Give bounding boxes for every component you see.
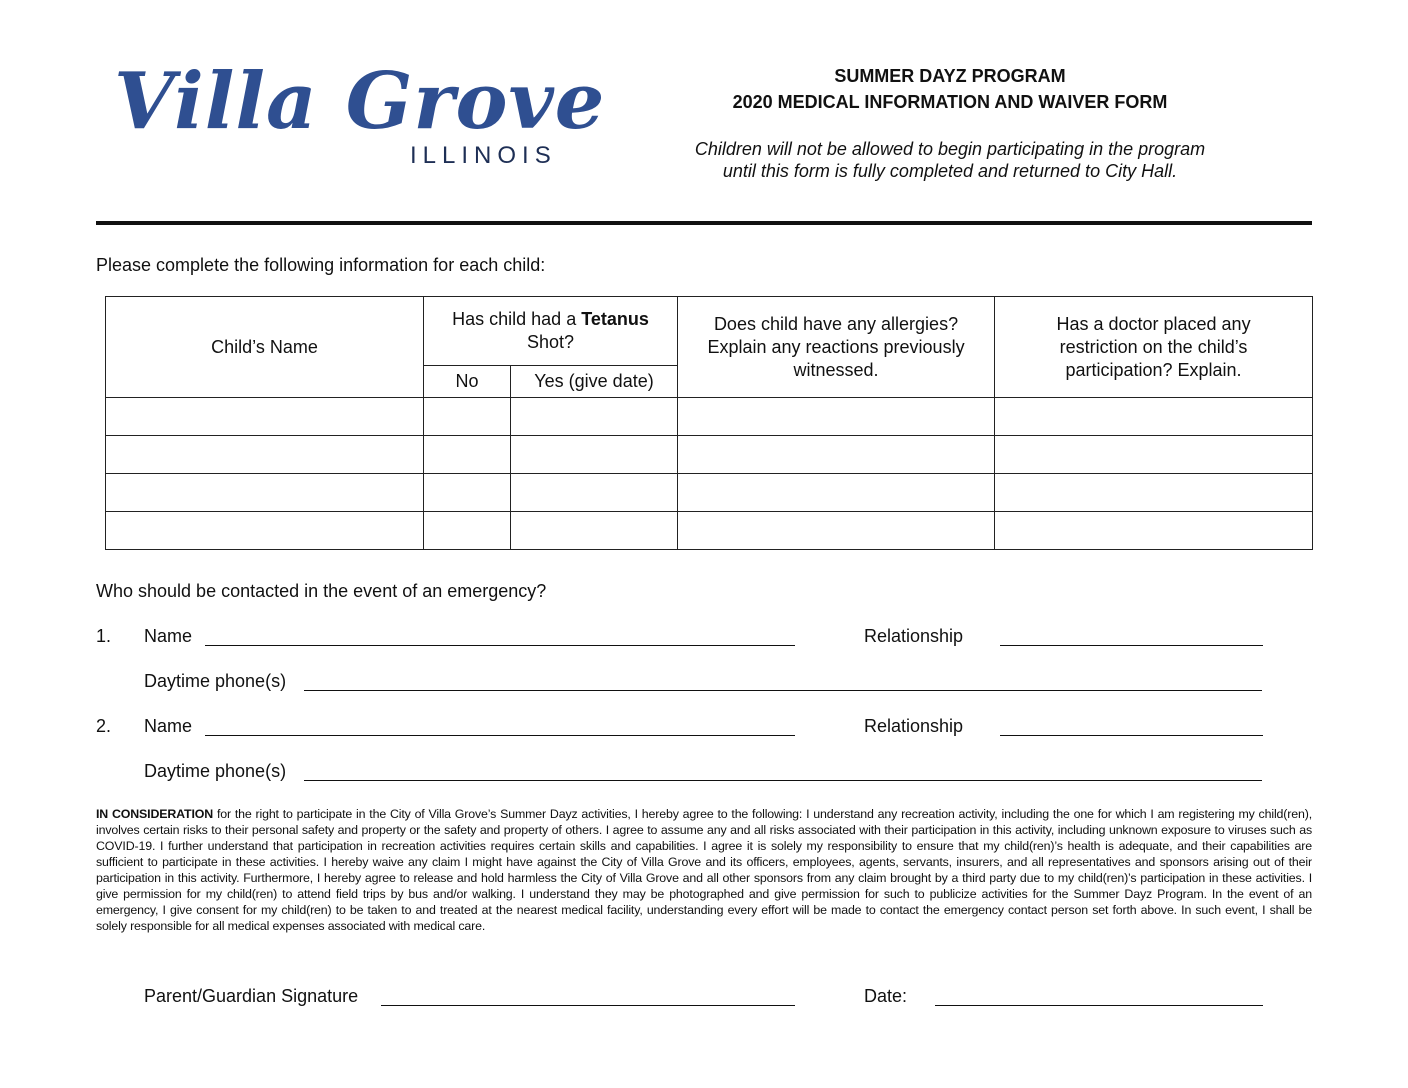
emergency-question: Who should be contacted in the event of an emergency?: [96, 581, 547, 601]
tetanus-yes-cell[interactable]: [511, 398, 678, 436]
contact2-name-label: Name: [144, 716, 193, 736]
signature-field[interactable]: [381, 1005, 795, 1006]
col-header-child-name: Child’s Name: [106, 297, 424, 398]
table-row: [106, 398, 1313, 436]
contact2-phone-label: Daytime phone(s): [144, 761, 287, 781]
table-row: [106, 512, 1313, 550]
waiver-body: for the right to participate in the City of Villa Grove’s Summer Dayz activities, I hereby agree to the following: I understand any recreation activity, including the one for which I am registering my child(ren), involves certain risks to their personal safety and property or the safety and property of others. I agree to assume any and all risks associated with their participation in this activity, including unknown exposure to viruses such as COVID-19. I further understand that participation in recreation activities requires certain skills and capabilities. I agree it is solely my responsibility to ensure that my child(ren)’s health is adequate, and their capabilities are sufficient to participate in these activities. I hereby waive any claim I might have against the City of Villa Grove and its officers, employees, agents, servants, insurers, and all representatives and sponsors arising out of their participation in this activity. Furthermore, I hereby agree to release and hold harmless the City of Villa Grove and all other sponsors from any claim brought by a third party due to my child(ren)’s participation in these activities. I give permission for my child(ren) to attend field trips by bus and/or walking. I understand they may be photographed and give permission for such to publicize activities for the Summer Dayz Program. In the event of an emergency, I give consent for my child(ren) to be taken to and treated at the nearest medical facility, understanding every effort will be made to contact the emergency contact person set forth above. In such event, I shall be solely responsible for all medical expenses associated with medical care.: [96, 807, 1312, 933]
restriction-cell[interactable]: [995, 398, 1313, 436]
tetanus-no-cell[interactable]: [424, 512, 511, 550]
col-header-no: No: [424, 366, 511, 398]
col-header-yes: Yes (give date): [511, 366, 678, 398]
waiver-lead: IN CONSIDERATION: [96, 807, 214, 821]
col-header-allergies: Does child have any allergies? Explain any reactions previously witnessed.: [678, 297, 995, 398]
notice-line1: Children will not be allowed to begin participating in the program: [694, 139, 1206, 159]
header-divider: [96, 221, 1312, 225]
restriction-cell[interactable]: [995, 512, 1313, 550]
col-header-restriction: Has a doctor placed any restriction on the child’s participation? Explain.: [995, 297, 1313, 398]
tetanus-no-cell[interactable]: [424, 436, 511, 474]
table-row: [106, 474, 1313, 512]
tetanus-no-cell[interactable]: [424, 398, 511, 436]
contact2-phone-field[interactable]: [304, 780, 1262, 781]
contact1-number: 1.: [96, 626, 112, 646]
form-title-line1: SUMMER DAYZ PROGRAM: [834, 66, 1066, 86]
allergies-cell[interactable]: [678, 474, 995, 512]
logo-script-text: Villa Grove: [114, 56, 606, 147]
table-row: [106, 436, 1313, 474]
contact1-relationship-label: Relationship: [864, 626, 964, 646]
form-title-line2: 2020 MEDICAL INFORMATION AND WAIVER FORM: [732, 92, 1168, 112]
allergies-cell[interactable]: [678, 398, 995, 436]
tetanus-no-cell[interactable]: [424, 474, 511, 512]
logo-state-text: ILLINOIS: [410, 142, 557, 169]
contact1-name-field[interactable]: [205, 645, 795, 646]
col-header-tetanus: [424, 297, 678, 366]
restriction-cell[interactable]: [995, 474, 1313, 512]
tetanus-text-post: Shot?: [526, 332, 575, 352]
tetanus-yes-cell[interactable]: [511, 474, 678, 512]
child-info-table: [105, 296, 1313, 550]
contact1-phone-field[interactable]: [304, 690, 1262, 691]
child-name-cell[interactable]: [106, 474, 424, 512]
contact2-relationship-label: Relationship: [864, 716, 964, 736]
allergies-cell[interactable]: [678, 436, 995, 474]
waiver-text: [96, 806, 1312, 934]
contact1-relationship-field[interactable]: [1000, 645, 1263, 646]
child-name-cell[interactable]: [106, 398, 424, 436]
allergies-cell[interactable]: [678, 512, 995, 550]
notice-line2: until this form is fully completed and returned to City Hall.: [722, 161, 1178, 181]
tetanus-text-pre: Has child had a: [452, 309, 582, 329]
contact2-relationship-field[interactable]: [1000, 735, 1263, 736]
restriction-cell[interactable]: [995, 436, 1313, 474]
child-name-cell[interactable]: [106, 436, 424, 474]
contact1-phone-label: Daytime phone(s): [144, 671, 287, 691]
contact2-number: 2.: [96, 716, 112, 736]
signature-label: Parent/Guardian Signature: [144, 986, 359, 1006]
tetanus-yes-cell[interactable]: [511, 512, 678, 550]
villa-grove-logo: [110, 56, 606, 182]
date-label: Date:: [864, 986, 908, 1006]
instructions-text: Please complete the following information for each child:: [96, 255, 546, 275]
date-field[interactable]: [935, 1005, 1263, 1006]
contact2-name-field[interactable]: [205, 735, 795, 736]
child-name-cell[interactable]: [106, 512, 424, 550]
contact1-name-label: Name: [144, 626, 193, 646]
tetanus-text-bold: Tetanus: [581, 309, 649, 329]
tetanus-yes-cell[interactable]: [511, 436, 678, 474]
